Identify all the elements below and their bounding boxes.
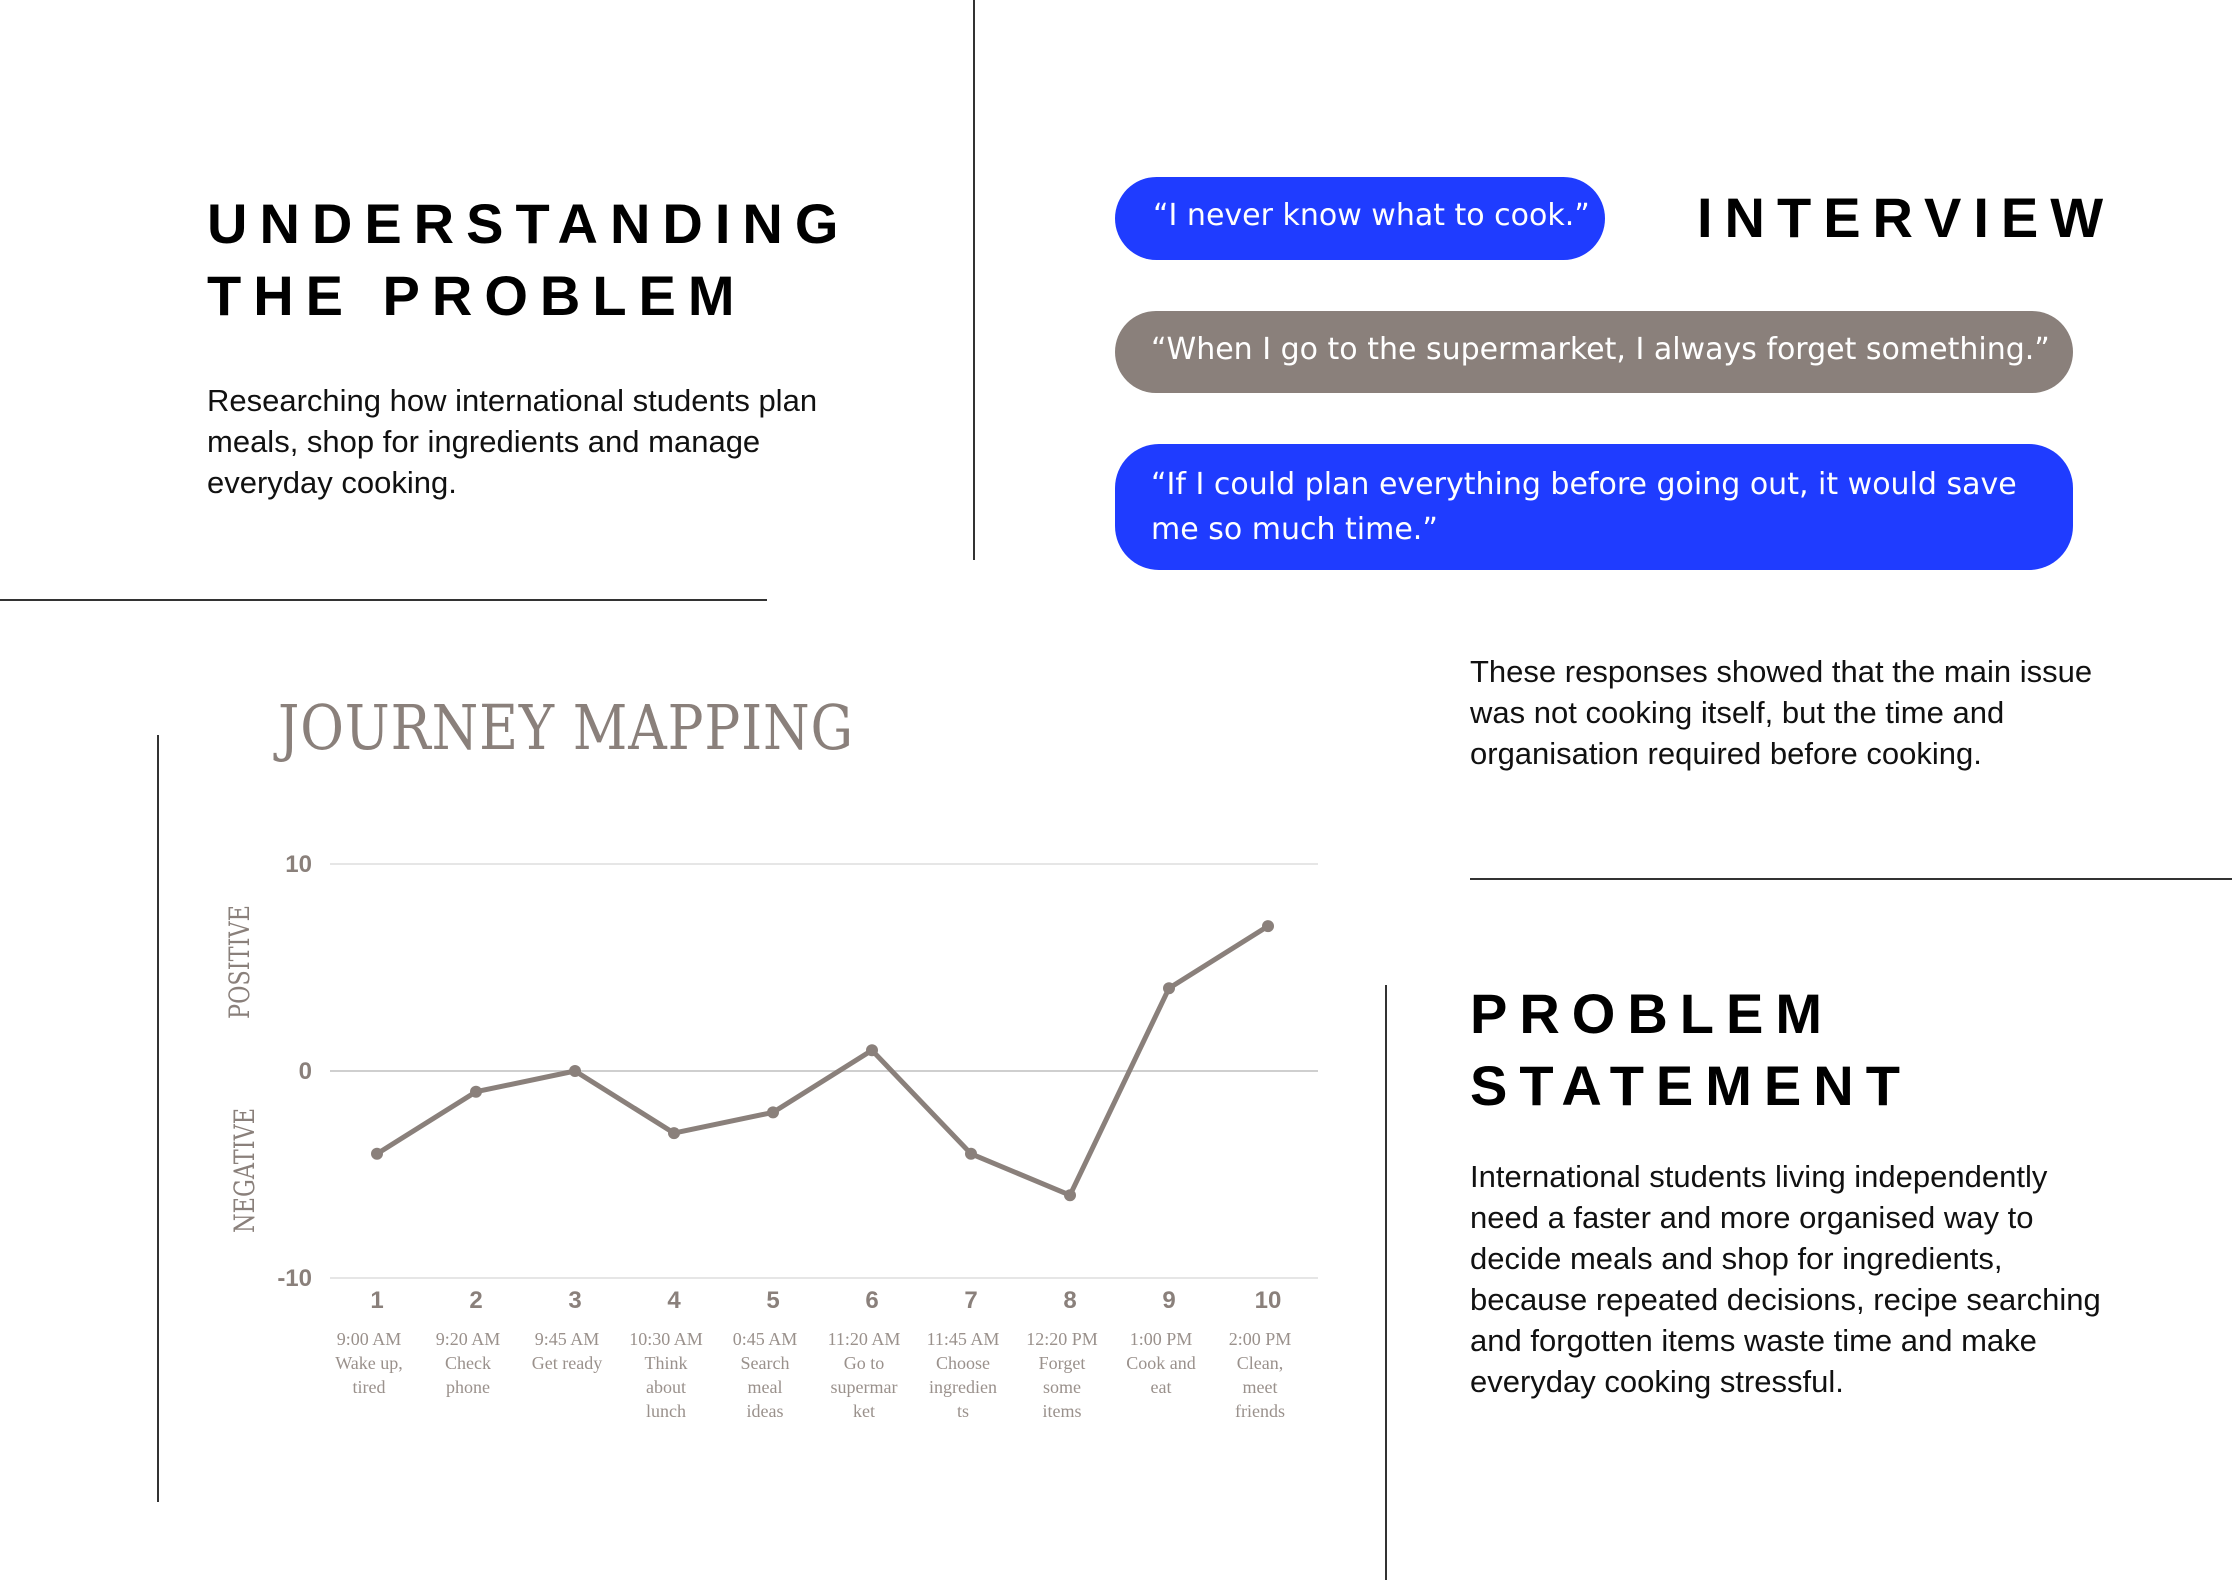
x-description-3-line-2: Get ready [531,1353,603,1373]
data-point-10 [1262,920,1274,932]
x-description-4-line-2: Think [644,1353,688,1373]
x-description-8-line-3: some [1043,1377,1081,1397]
data-point-4 [668,1127,680,1139]
x-description-5-line-3: meal [747,1377,783,1397]
x-description-9-line-1: 1:00 PM [1129,1329,1193,1349]
x-description-6-line-1: 11:20 AM [827,1329,901,1349]
x-description-4-line-3: about [646,1377,686,1397]
x-description-2-line-2: Check [445,1353,491,1373]
interview-conclusion: These responses showed that the main issue was not cooking itself, but the time and organisation required before cooking. [1470,654,2093,771]
data-point-2 [470,1086,482,1098]
x-description-10-line-1: 2:00 PM [1228,1329,1292,1349]
quote-bubble-3: “If I could plan everything before going out, it would save me so much time.” [1115,444,2073,570]
understanding-heading-line2: THE PROBLEM [207,264,747,327]
x-description-10-line-2: Clean, [1236,1353,1284,1373]
y-tick-label-1: 0 [298,1058,312,1085]
x-description-6-line-4: ket [853,1401,875,1421]
data-point-9 [1163,982,1175,994]
x-description-10-line-3: meet [1242,1377,1278,1397]
problem-heading [1470,978,1912,1122]
x-description-4-line-4: lunch [646,1401,686,1421]
negative-axis-label: NEGATIVE [228,1107,261,1233]
data-point-7 [965,1148,977,1160]
positive-axis-label: POSITIVE [223,905,256,1019]
series-line-0 [377,926,1268,1195]
x-description-1-line-3: tired [352,1377,386,1397]
x-tick-label-8: 8 [1063,1287,1077,1314]
x-description-5-line-2: Search [740,1353,790,1373]
data-point-6 [866,1044,878,1056]
data-point-8 [1064,1189,1076,1201]
x-tick-label-3: 3 [568,1287,582,1314]
x-description-5-line-1: 0:45 AM [732,1329,798,1349]
x-description-4-line-1: 10:30 AM [629,1329,703,1349]
x-description-7-line-3: ingredien [929,1377,997,1397]
x-tick-label-1: 1 [370,1287,384,1314]
x-tick-label-10: 10 [1254,1287,1282,1314]
x-description-1-line-2: Wake up, [335,1353,403,1373]
x-description-8-line-4: items [1042,1401,1082,1421]
quote-bubble-1: “I never know what to cook.” [1115,177,1605,260]
data-point-5 [767,1106,779,1118]
x-description-2-line-3: phone [446,1377,490,1397]
quote-bubble-2: “When I go to the supermarket, I always forget something.” [1115,311,2073,393]
x-description-2-line-1: 9:20 AM [435,1329,501,1349]
data-point-3 [569,1065,581,1077]
y-tick-label-2: -10 [277,1265,312,1292]
data-point-1 [371,1148,383,1160]
x-tick-label-5: 5 [766,1287,780,1314]
x-description-8-line-2: Forget [1038,1353,1086,1373]
x-description-9-line-3: eat [1150,1377,1172,1397]
x-description-7-line-4: ts [956,1401,970,1421]
problem-heading-line2: STATEMENT [1470,1054,1912,1117]
x-description-7-line-1: 11:45 AM [926,1329,1000,1349]
x-tick-label-7: 7 [964,1287,978,1314]
x-description-6-line-3: supermar [830,1377,898,1397]
y-tick-label-0: 10 [285,851,312,878]
x-tick-label-2: 2 [469,1287,483,1314]
x-tick-label-9: 9 [1162,1287,1176,1314]
journey-mapping-title: JOURNEY MAPPING [278,691,854,764]
x-description-9-line-2: Cook and [1126,1353,1196,1373]
understanding-heading-line1: UNDERSTANDING [207,192,851,255]
x-description-3-line-1: 9:45 AM [534,1329,600,1349]
problem-description: International students living independently need a faster and more organised way to decide meals and shop for ingredients, because repeated decisions, recipe searching and forgotten items waste time and make everyday cooking stressful. [1470,1159,2101,1399]
x-tick-label-4: 4 [667,1287,681,1314]
x-description-5-line-4: ideas [746,1401,784,1421]
x-description-10-line-4: friends [1235,1401,1285,1421]
x-description-8-line-1: 12:20 PM [1026,1329,1098,1349]
x-description-1-line-1: 9:00 AM [336,1329,402,1349]
x-description-7-line-2: Choose [936,1353,990,1373]
understanding-description: Researching how international students plan meals, shop for ingredients and manage everyday cooking. [207,383,818,500]
problem-heading-line1: PROBLEM [1470,982,1834,1045]
x-tick-label-6: 6 [865,1287,879,1314]
interview-heading: INTERVIEW [1697,186,2116,249]
x-description-6-line-2: Go to [843,1353,885,1373]
